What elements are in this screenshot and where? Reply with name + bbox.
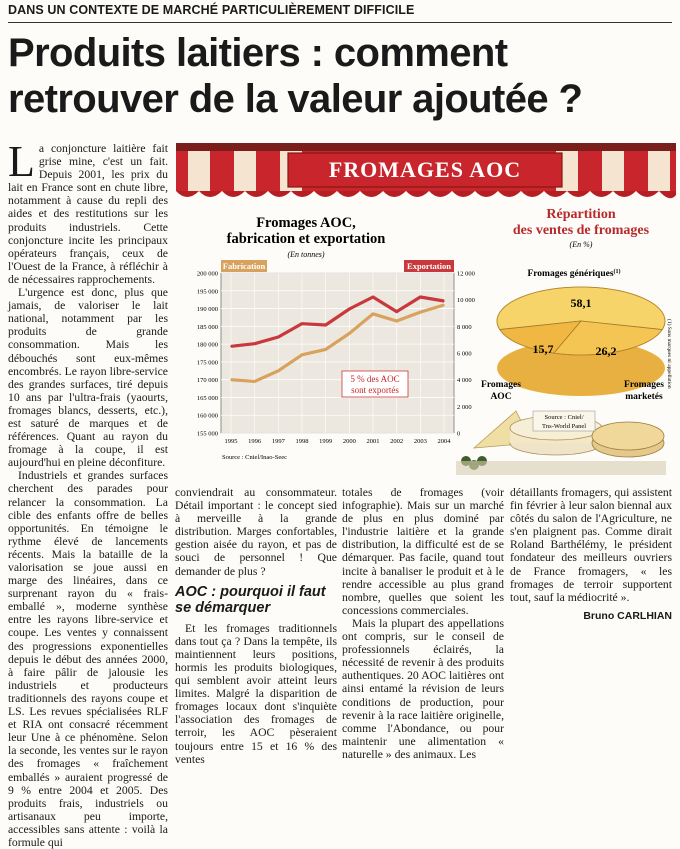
series-point-exportation [349, 308, 351, 310]
line-chart-title-2: fabrication et exportation [226, 231, 386, 247]
left-tick-label: 195 000 [196, 288, 218, 296]
line-chart-unit: (En tonnes) [287, 250, 325, 259]
pie-source-1: Source : Cniel/ [544, 414, 584, 421]
pie-label-aoc-2: AOC [490, 392, 512, 402]
x-tick-label: 2000 [342, 438, 356, 445]
drop-cap: L [8, 137, 35, 186]
pie-value-aoc: 15,7 [532, 342, 554, 356]
paragraph: Et les fromages traditionnels dans tout ça ? Dans la tempête, ils maintiennent leurs positions, hormis les produits biologiques, qui semblent avoir atteint leurs limites. Malgré la disparition de fromages locaux dont s'inquiète l'association des fromages de terroir, les AOC pèseraient toujours entre 15 et 16 % des ventes [175, 621, 337, 766]
x-tick-label: 1997 [271, 438, 285, 445]
series-point-exportation [278, 336, 280, 338]
x-tick-label: 2001 [366, 438, 380, 445]
pie-label-marketes-1: Fromages [624, 380, 664, 390]
banner-title: FROMAGES AOC [328, 157, 522, 182]
series-point-fabrication [349, 333, 351, 335]
x-tick-label: 2004 [437, 438, 451, 445]
right-tick-label: 8 000 [457, 323, 472, 331]
left-tick-label: 165 000 [196, 394, 218, 402]
paragraph: Industriels et grandes surfaces cherchent des parades pour relancer la consommation. La cible des enfants offre de belles opportunités. En témoigne le rythme élevé de lancements récents. Mais la bataille de la valorisation se joue aussi en marge des linéaires, dans ce surprenant rayon du « frais-emballé », moderne synthèse entre les rayons libre-service et coupe. Les ventes y connaissent des progressions exponentielles depuis le début des années 2000, à faire pâlir de jalousie les industriels et producteurs traditionnels des rayons coupe et LS. Les revues spécialisées RLF et RIA ont consacré récemment leur Une à ce phénomène. Selon la seconde, les ventes sur le rayon des fromages « fraîchement emballés » auraient progressé de 9 % entre 2004 et 2005. Des produits frais, industriels ou artisanaux peu importe, accessibles sans attente : voilà la formule qui [8, 469, 168, 849]
series-point-exportation [325, 324, 327, 326]
left-axis [197, 271, 218, 438]
paragraph: Mais la plupart des appellations ont compris, sur le conseil de professionnels éclairés, la nécessité de revenir à des produits authentiques. 20 AOC laitières ont ainsi entamé la révision de leurs conditions de production, pour revenir à la race laitière originelle, comme l'Abondance, ou pour maintenir une alimentation « naturelle » des animaux. Les [342, 616, 504, 761]
series-point-fabrication [420, 311, 422, 313]
pie-label-generiques: Fromages génériques$^{(1)}$ [527, 269, 621, 279]
article-column-4 [510, 486, 672, 623]
paragraph: conviendrait au consommateur. Détail important : le concept sied à merveille à la grande distribution. Marges confortables, gestion aisée du rayon, et pas de souci de personnel ! Que demander de plus ? [175, 486, 337, 578]
right-tick-label: 12 000 [457, 270, 475, 278]
pie-value-generiques: 58,1 [570, 296, 592, 310]
left-tick-label: 155 000 [196, 430, 218, 438]
paragraph: L'urgence est donc, plus que jamais, de valoriser le lait national, notamment par les produits de grande consommation. Mais les débouchés sont eux-mêmes encombrés. Le rayon libre-service des grandes surfaces, tiré depuis 10 ans par l'ultra-frais (yaourts, fromages blancs, desserts, etc.), est saturé de marques et de références. Quant au rayon du fromage à la coupe, il est aujourd'hui en pleine déconfiture. [8, 286, 168, 470]
line-chart-title-1: Fromages AOC, [256, 215, 356, 231]
x-tick-label: 1998 [295, 438, 309, 445]
pie-footnote: (1) Sans marques ni appellation [666, 319, 672, 389]
series-point-exportation [396, 311, 398, 313]
x-axis [225, 438, 452, 445]
series-point-fabrication [372, 313, 374, 315]
series-point-exportation [230, 346, 232, 348]
subhead: AOC : pourquoi il faut se démarquer [175, 583, 326, 616]
left-tick-label: 190 000 [196, 306, 218, 314]
annotation-line-1: 5 % des AOC [350, 374, 400, 384]
series-point-exportation [301, 323, 303, 325]
right-tick-label: 4 000 [457, 377, 472, 385]
infographic-svg [176, 143, 676, 478]
series-point-fabrication [396, 320, 398, 322]
x-tick-label: 1996 [248, 438, 262, 445]
pie-label-aoc-1: Fromages [481, 380, 521, 390]
headline-line-1: Produits laitiers : comment [8, 31, 508, 75]
series-point-exportation [443, 300, 445, 302]
kicker: DANS UN CONTEXTE DE MARCHÉ PARTICULIÈREMENT DIFFICILE [8, 3, 415, 17]
x-tick-label: 1999 [319, 438, 333, 445]
legend-fabrication: Fabrication [222, 261, 266, 271]
x-tick-label: 2002 [390, 438, 404, 445]
left-tick-label: 175 000 [196, 359, 218, 367]
series-point-fabrication [278, 370, 280, 372]
article-column-3 [342, 486, 504, 761]
infographic [176, 143, 676, 478]
series-point-fabrication [230, 379, 232, 381]
left-tick-label: 180 000 [196, 341, 218, 349]
headline [8, 30, 672, 122]
right-tick-label: 6 000 [457, 350, 472, 358]
line-chart-source: Source : Cniel/Inao-Seec [222, 454, 287, 461]
series-point-fabrication [325, 349, 327, 351]
paragraph: totales de fromages (voir infographie). Mais sur un marché de plus en plus dominé par l'industrie laitière et la grande distribution, la difficulté est de se démarquer. Pas facile, quand tout incite à banaliser le produit et à le rendre accessible au plus grand nombre, quelles que soient les concessions commerciales. [342, 486, 504, 617]
right-tick-label: 10 000 [457, 297, 475, 305]
series-point-fabrication [443, 304, 445, 306]
series-point-exportation [254, 343, 256, 345]
article-column-1 [8, 137, 168, 849]
series-point-exportation [372, 296, 374, 298]
legend-exportation: Exportation [407, 261, 451, 271]
right-tick-label: 2 000 [457, 403, 472, 411]
pie-unit: (En %) [569, 240, 593, 249]
headline-line-2: retrouver de la valeur ajoutée ? [8, 77, 583, 121]
x-tick-label: 1995 [224, 438, 238, 445]
paragraph: détaillants fromagers, qui assistent fin février à leur salon biennal aux côtés du salon de l'Agriculture, ne s'en plaignent pas. Comme dirait Roland Barthélémy, le président fondateur des meilleurs ouvriers de France fromagers, « les fromages de terroir supportent tout, sauf la médiocrité ». [510, 486, 672, 604]
series-point-fabrication [254, 381, 256, 383]
pie-value-marketes: 26,2 [595, 344, 617, 358]
article-column-2 [175, 486, 337, 766]
annotation-line-2: sont exportés [351, 385, 399, 395]
right-tick-label: 0 [457, 430, 461, 438]
x-tick-label: 2003 [413, 438, 427, 445]
pie-label-marketes-2: marketés [625, 392, 663, 402]
left-tick-label: 170 000 [196, 377, 218, 385]
left-tick-label: 200 000 [196, 270, 218, 278]
paragraph [8, 137, 168, 286]
right-axis [457, 271, 475, 438]
left-tick-label: 160 000 [196, 412, 218, 420]
series-point-exportation [420, 296, 422, 298]
pie-title-1: Répartition [546, 207, 616, 222]
pie-source-2: Tns-World Panel [541, 423, 587, 430]
author-signature: Bruno CARLHIAN [583, 609, 672, 622]
paragraph-text: a conjoncture laitière fait grise mine, c'est un fait. Depuis 2001, les prix du lait en France sont en chute libre, notamment à cause du repli des aides et des restitutions sur les produits industriels. Cette conjoncture incite les principaux opérateurs français, ceux de l'Ouest de la France, à réfléchir à de nécessaires rapprochements. [8, 142, 168, 286]
kicker-divider [8, 22, 672, 23]
pie-title-2: des ventes de fromages [512, 223, 650, 238]
series-point-fabrication [301, 354, 303, 356]
left-tick-label: 185 000 [196, 323, 218, 331]
